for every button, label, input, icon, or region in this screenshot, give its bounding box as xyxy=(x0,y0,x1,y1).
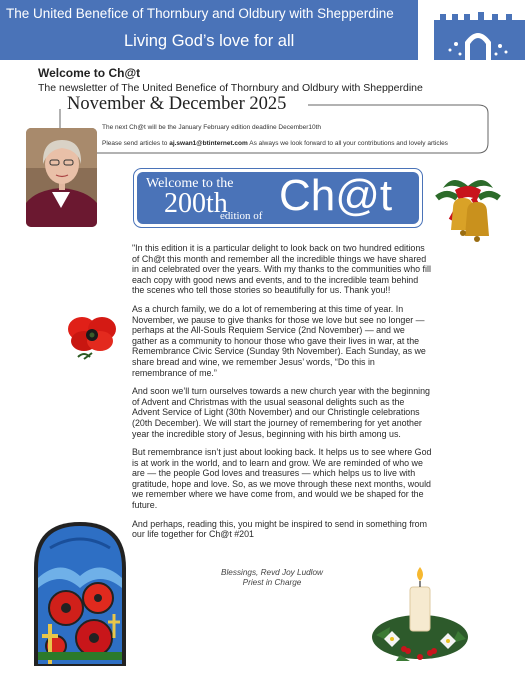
tagline: Living God’s love for all xyxy=(124,32,295,50)
next-edition-note: The next Ch@t will be the January February edition deadline December10th xyxy=(102,124,322,131)
send-articles-suffix: As always we look forward to all your contributions and lovely articles xyxy=(247,140,448,147)
editorial-body xyxy=(132,243,432,548)
paragraph-2: As a church family, we do a lot of remembering at this time of year. In November, we pause to give thanks for those we love but see no longer — perhaps at the All-Souls Requiem Service (2nd November) — and we gather as a community to honour those who gave their lives in war, at the Remembrance Civic Service (Sunday 9th November). Each Sunday, as we share bread and wine, we remember Jesus’ words, “Do this in remembrance of me.” xyxy=(132,303,426,378)
badge-line-3: edition of xyxy=(220,210,263,222)
badge-line-1: Welcome to the xyxy=(146,176,234,191)
send-articles-note xyxy=(102,140,448,147)
christmas-bells-icon xyxy=(433,168,503,258)
badge-chat-logo: Ch@t xyxy=(279,171,393,220)
badge-edition-number: 200th xyxy=(164,188,228,219)
paragraph-3: And soon we’ll turn ourselves towards a new church year with the beginning of Advent and Christmas with the usual seasonal delights such as the Advent Service of Light (30th November) and our Christingle celebrations (20th December). We will start the journey of remembering for yet another year the incredible story of Jesus, beginning with his birth among us. xyxy=(132,386,430,439)
benefice-logo xyxy=(420,0,525,60)
poppy-icon xyxy=(64,313,120,366)
send-articles-prefix: Please send articles to xyxy=(102,140,170,147)
signature xyxy=(202,568,342,588)
newsletter-header xyxy=(38,66,423,94)
christmas-candle-wreath-icon xyxy=(370,565,470,670)
signature-role: Priest in Charge xyxy=(242,578,302,587)
newsletter-subtitle: The newsletter of The United Benefice of Thornbury and Oldbury with Shepperdine xyxy=(38,82,423,94)
benefice-name: The United Benefice of Thornbury and Oldbury with Shepperdine xyxy=(6,6,394,21)
header-banner xyxy=(0,0,418,60)
signature-name: Blessings, Revd Joy Ludlow xyxy=(221,568,323,577)
paragraph-5: And perhaps, reading this, you might be inspired to send in something from our life together for Ch@t #201 xyxy=(132,518,428,540)
contact-email[interactable]: aj.swan1@btinternet.com xyxy=(169,140,248,147)
stained-glass-window-icon xyxy=(30,518,130,673)
newsletter-title: Welcome to Ch@t xyxy=(38,66,141,80)
paragraph-4: But remembrance isn’t just about looking back. It helps us to see where God is at work in the world, and to learn and grow. We are reminded of who we are — the people God loves and treasures — which helps us to live with gratitude, hope and love. So, as we move through these next months, would we remember where we have come from, and would we be shaped for the future. xyxy=(132,447,432,511)
priest-photo xyxy=(26,128,97,227)
200th-edition-badge xyxy=(133,168,423,228)
paragraph-1: "In this edition it is a particular delight to look back on two hundred editions of Ch@t this month and remember all the incredible things we have shared in and celebrated over the years. With my thanks to the communities who fill each copy with good news and events, and to the incredible team behind the scenes who tell those stories so beautifully for us. Thank you!! xyxy=(132,243,431,296)
edition-title: November & December 2025 xyxy=(64,94,289,115)
